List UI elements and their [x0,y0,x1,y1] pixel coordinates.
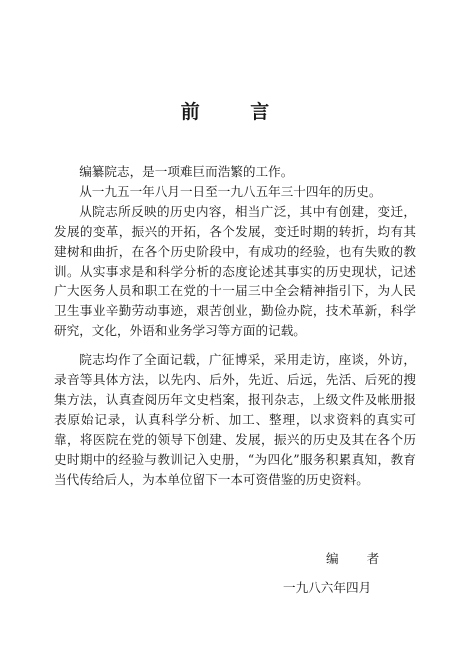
document-date: 一九八六年四月 [283,580,372,595]
body-text [54,162,416,490]
page-title: 前 言 [180,101,292,123]
author-signature: 编 者 [326,551,392,566]
paragraph-3: 从院志所反映的历史内容，相当广泛，其中有创建，变迁，发展的变革，振兴的开拓，各个发展，变迁时期的转折，均有其建树和曲折，在各个历史阶段中，有成功的经验，也有失败的教训。从实事求是和科学分析的态度论述其事实的历史现状，记述广大医务人员和职工在党的十一届三中全会精神指引下，为人民卫生事业辛勤劳动事迹，艰苦创业，勤俭办院，技术革新，科学研究，文化，外语和业务学习等方面的记载。 [54,203,416,339]
paragraph-1: 编纂院志，是一项难巨而浩繁的工作。 [79,164,294,179]
paragraph-2: 从一九五一年八月一日至一九八五年三十四年的历史。 [79,183,382,199]
paragraph-4: 院志均作了全面记载，广征博采，采用走访，座谈，外访，录音等具体方法，以先内、后外，先近、后远，先活、后死的搜集方法，认真查阅历年文史档案，报刊杂志，上级文件及帐册报表原始记录，认真科学分析、加工、整理，以求资料的真实可靠，将医院在党的领导下创建、发展，振兴的历史及其在各个历史时期中的经验与教训记入史册，“为四化”服务积累真知，教育当代传给后人，为本单位留下一本可资借鉴的历史资料。 [54,352,416,487]
